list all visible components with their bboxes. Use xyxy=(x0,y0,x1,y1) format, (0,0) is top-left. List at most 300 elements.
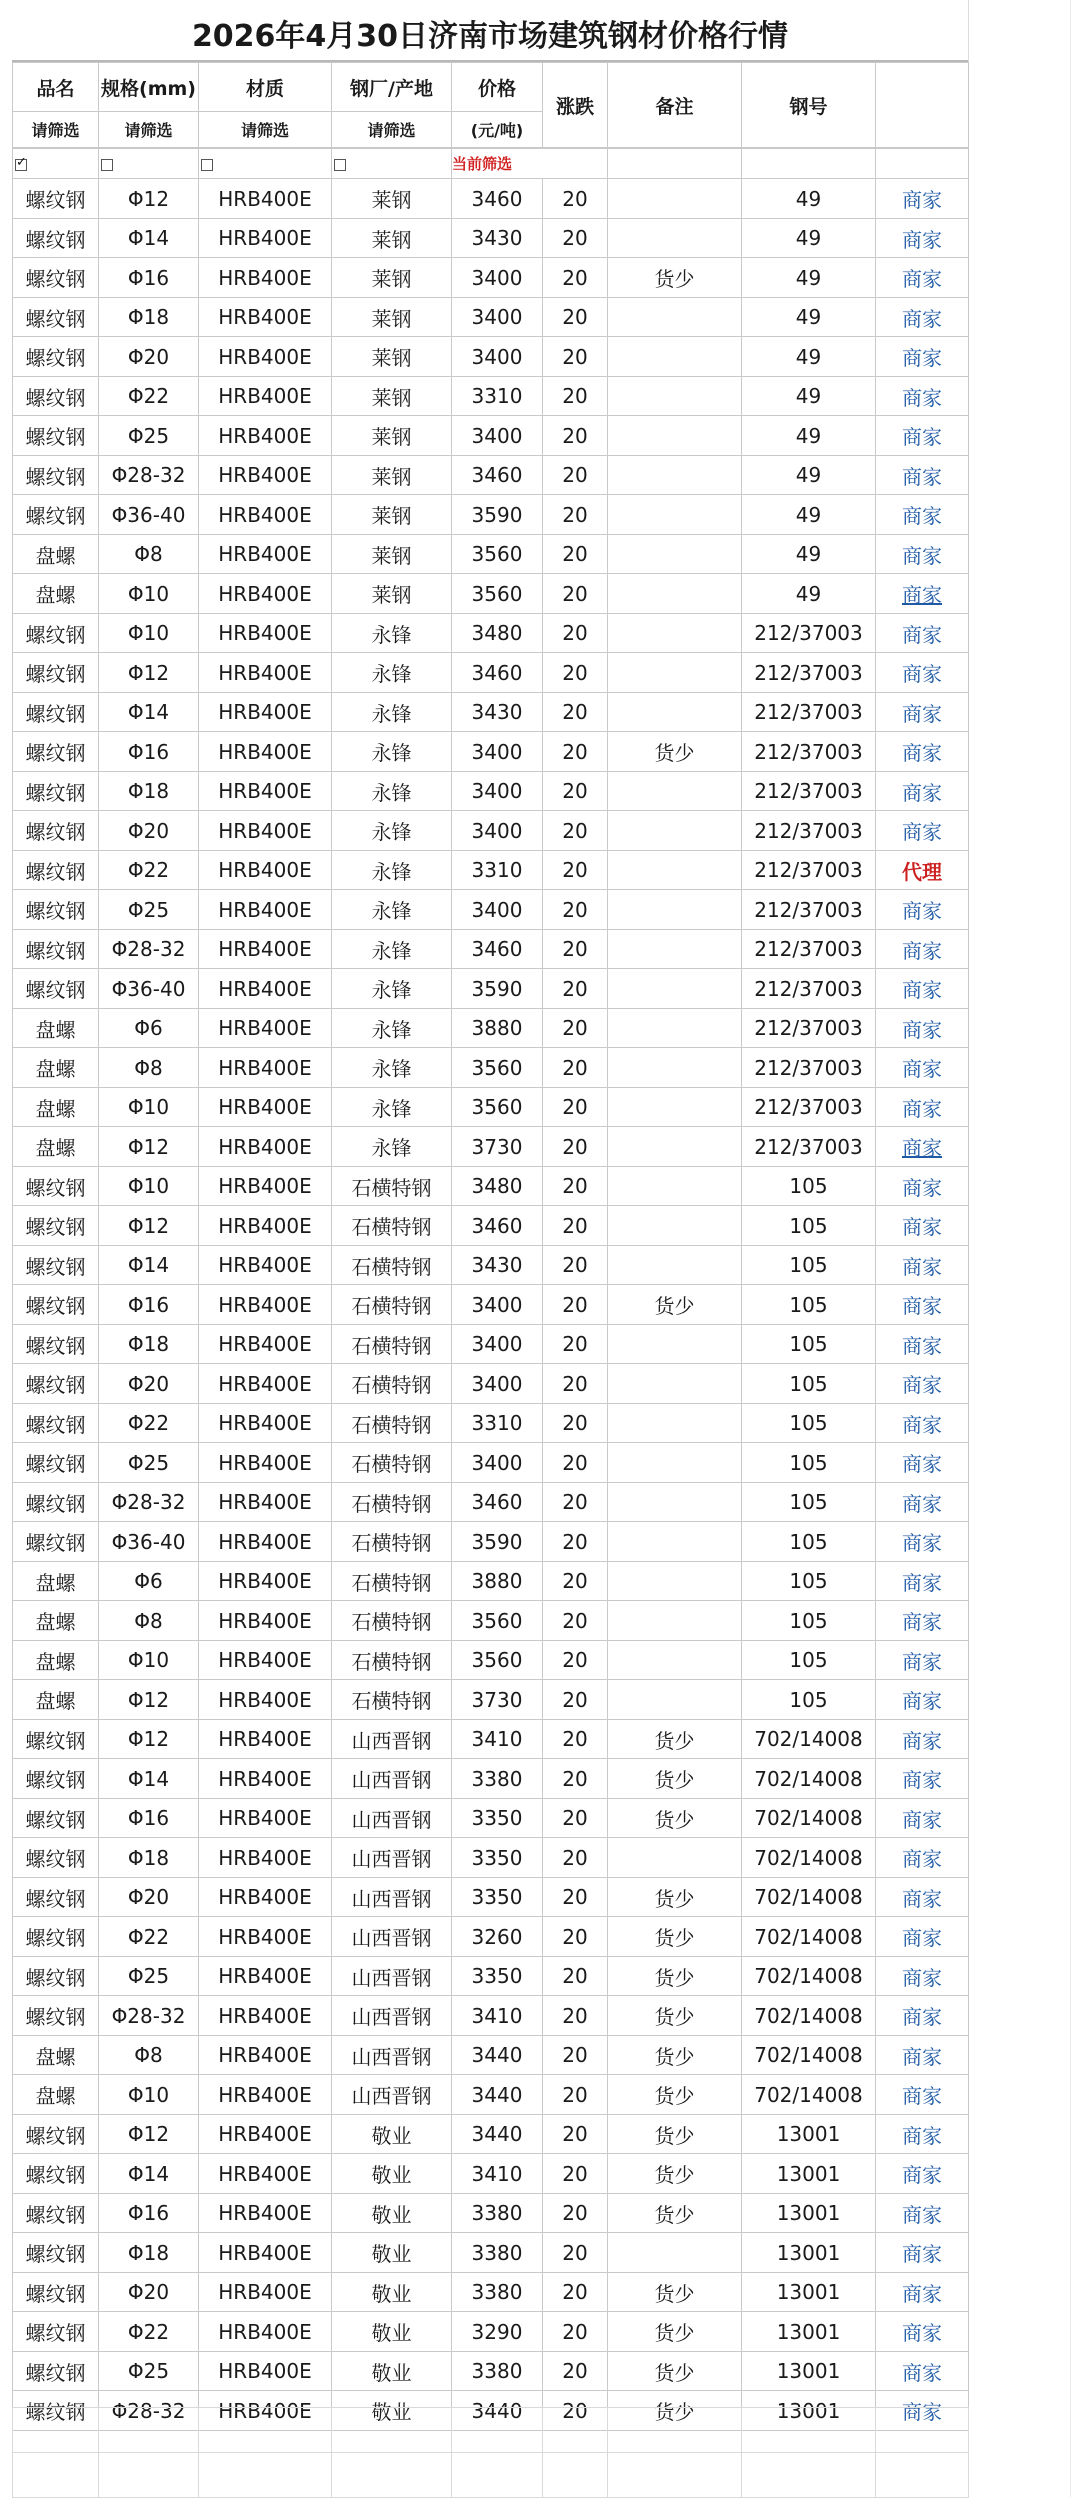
cell-price: 3730 xyxy=(452,1680,543,1720)
cell-code: 212/37003 xyxy=(742,930,876,969)
cell-material: HRB400E xyxy=(199,1759,332,1799)
cell-note: 货少 xyxy=(608,2391,742,2431)
cell-change: 20 xyxy=(543,2154,608,2194)
vendor-link[interactable]: 商家 xyxy=(876,653,969,693)
filter-dropdown-spec[interactable]: 请筛选 xyxy=(99,112,199,148)
vendor-link[interactable]: 商家 xyxy=(876,1246,969,1285)
cell-material: HRB400E xyxy=(199,851,332,890)
table-row xyxy=(13,219,969,258)
cell-note xyxy=(608,772,742,811)
table-row xyxy=(13,772,969,811)
vendor-link[interactable]: 商家 xyxy=(876,1325,969,1364)
vendor-link[interactable]: 商家 xyxy=(876,337,969,377)
header-price[interactable]: 价格 xyxy=(452,63,543,112)
cell-change: 20 xyxy=(543,2036,608,2075)
vendor-link[interactable]: 商家 xyxy=(876,1167,969,1206)
cell-name: 螺纹钢 xyxy=(13,495,99,535)
cell-note xyxy=(608,298,742,337)
cell-code: 702/14008 xyxy=(742,1917,876,1957)
vendor-link[interactable]: 商家 xyxy=(876,574,969,614)
cell-change: 20 xyxy=(543,1285,608,1325)
cell-mill: 敬业 xyxy=(332,2233,452,2273)
cell-code: 702/14008 xyxy=(742,1878,876,1917)
cell-material: HRB400E xyxy=(199,179,332,219)
vendor-link[interactable]: 商家 xyxy=(876,1364,969,1404)
cell-spec: Φ6 xyxy=(99,1009,199,1048)
empty-cell xyxy=(332,2453,452,2498)
cell-price: 3480 xyxy=(452,1167,543,1206)
vendor-link[interactable]: 商家 xyxy=(876,1127,969,1167)
cell-name: 螺纹钢 xyxy=(13,930,99,969)
cell-mill: 永锋 xyxy=(332,851,452,890)
header-mill[interactable]: 钢厂/产地 xyxy=(332,63,452,112)
cell-price: 3400 xyxy=(452,416,543,456)
vendor-link[interactable]: 商家 xyxy=(876,732,969,772)
cell-price: 3400 xyxy=(452,811,543,851)
header-spec[interactable]: 规格(mm) xyxy=(99,63,199,112)
vendor-link[interactable]: 商家 xyxy=(876,1285,969,1325)
cell-note xyxy=(608,1838,742,1878)
cell-change: 20 xyxy=(543,2075,608,2115)
cell-mill: 莱钢 xyxy=(332,535,452,574)
vendor-link[interactable]: 商家 xyxy=(876,693,969,732)
cell-price: 3400 xyxy=(452,1285,543,1325)
cell-mill: 石横特钢 xyxy=(332,1522,452,1562)
table-row xyxy=(13,1996,969,2036)
vendor-link[interactable]: 商家 xyxy=(876,535,969,574)
filter-dropdown-mill[interactable]: 请筛选 xyxy=(332,112,452,148)
cell-price: 3410 xyxy=(452,1996,543,2036)
cell-note xyxy=(608,653,742,693)
empty-cell xyxy=(452,2453,543,2498)
cell-code: 105 xyxy=(742,1522,876,1562)
cell-note: 货少 xyxy=(608,2273,742,2312)
vendor-link[interactable]: 商家 xyxy=(876,2352,969,2391)
cell-name: 盘螺 xyxy=(13,1048,99,1088)
table-row xyxy=(13,1483,969,1522)
cell-code: 105 xyxy=(742,1364,876,1404)
cell-code: 105 xyxy=(742,1325,876,1364)
empty-cell xyxy=(742,2408,876,2453)
cell-name: 螺纹钢 xyxy=(13,2273,99,2312)
vendor-link[interactable]: 商家 xyxy=(876,2115,969,2154)
cell-material: HRB400E xyxy=(199,693,332,732)
cell-name: 螺纹钢 xyxy=(13,1759,99,1799)
cell-material: HRB400E xyxy=(199,1167,332,1206)
cell-name: 螺纹钢 xyxy=(13,1325,99,1364)
cell-price: 3440 xyxy=(452,2075,543,2115)
cell-spec: Φ20 xyxy=(99,1878,199,1917)
cell-material: HRB400E xyxy=(199,258,332,298)
cell-material: HRB400E xyxy=(199,1246,332,1285)
cell-spec: Φ16 xyxy=(99,732,199,772)
vendor-link[interactable]: 商家 xyxy=(876,930,969,969)
cell-mill: 石横特钢 xyxy=(332,1206,452,1246)
table-row xyxy=(13,2036,969,2075)
filter-cell-material xyxy=(199,149,332,179)
cell-spec: Φ36-40 xyxy=(99,969,199,1009)
filter-checkbox-mill[interactable] xyxy=(334,159,346,171)
cell-code: 105 xyxy=(742,1483,876,1522)
cell-name: 螺纹钢 xyxy=(13,2194,99,2233)
cell-note xyxy=(608,1601,742,1641)
cell-code: 105 xyxy=(742,1167,876,1206)
filter-checkbox-material[interactable] xyxy=(201,159,213,171)
cell-price: 3460 xyxy=(452,456,543,495)
cell-code: 212/37003 xyxy=(742,890,876,930)
cell-note: 货少 xyxy=(608,732,742,772)
cell-spec: Φ18 xyxy=(99,298,199,337)
table-row xyxy=(13,693,969,732)
cell-price: 3560 xyxy=(452,574,543,614)
cell-name: 螺纹钢 xyxy=(13,337,99,377)
cell-spec: Φ25 xyxy=(99,1443,199,1483)
vendor-link[interactable]: 商家 xyxy=(876,2154,969,2194)
cell-mill: 石横特钢 xyxy=(332,1325,452,1364)
cell-material: HRB400E xyxy=(199,1878,332,1917)
cell-note xyxy=(608,614,742,653)
cell-code: 49 xyxy=(742,179,876,219)
cell-spec: Φ28-32 xyxy=(99,456,199,495)
cell-note xyxy=(608,377,742,416)
table-row xyxy=(13,2312,969,2352)
cell-code: 49 xyxy=(742,377,876,416)
table-row xyxy=(13,1878,969,1917)
vendor-link[interactable]: 商家 xyxy=(876,2194,969,2233)
vendor-link[interactable]: 商家 xyxy=(876,1443,969,1483)
vendor-link[interactable]: 商家 xyxy=(876,1759,969,1799)
cell-code: 49 xyxy=(742,258,876,298)
table-row xyxy=(13,1246,969,1285)
vendor-link[interactable]: 商家 xyxy=(876,495,969,535)
cell-change: 20 xyxy=(543,1641,608,1680)
header-material[interactable]: 材质 xyxy=(199,63,332,112)
table-row xyxy=(13,653,969,693)
table-row xyxy=(13,2154,969,2194)
vendor-link[interactable]: 商家 xyxy=(876,2036,969,2075)
vendor-link[interactable]: 商家 xyxy=(876,1009,969,1048)
vendor-link[interactable]: 商家 xyxy=(876,969,969,1009)
cell-mill: 莱钢 xyxy=(332,219,452,258)
cell-material: HRB400E xyxy=(199,219,332,258)
cell-mill: 永锋 xyxy=(332,969,452,1009)
cell-note xyxy=(608,1088,742,1127)
cell-change: 20 xyxy=(543,456,608,495)
cell-price: 3400 xyxy=(452,772,543,811)
cell-code: 105 xyxy=(742,1206,876,1246)
cell-name: 螺纹钢 xyxy=(13,1364,99,1404)
vendor-link[interactable]: 商家 xyxy=(876,1483,969,1522)
vendor-link[interactable]: 商家 xyxy=(876,1601,969,1641)
cell-material: HRB400E xyxy=(199,1206,332,1246)
vendor-link[interactable]: 商家 xyxy=(876,377,969,416)
cell-name: 螺纹钢 xyxy=(13,1285,99,1325)
filter-row xyxy=(12,148,969,179)
cell-material: HRB400E xyxy=(199,1009,332,1048)
header-note[interactable]: 备注 xyxy=(608,63,742,148)
cell-code: 13001 xyxy=(742,2273,876,2312)
vendor-link[interactable]: 商家 xyxy=(876,890,969,930)
cell-code: 212/37003 xyxy=(742,1127,876,1167)
cell-price: 3400 xyxy=(452,732,543,772)
cell-name: 盘螺 xyxy=(13,1562,99,1601)
cell-change: 20 xyxy=(543,2115,608,2154)
cell-name: 螺纹钢 xyxy=(13,377,99,416)
table-row xyxy=(13,1562,969,1601)
table-row xyxy=(13,1917,969,1957)
cell-material: HRB400E xyxy=(199,732,332,772)
vendor-link[interactable]: 商家 xyxy=(876,1088,969,1127)
cell-name: 盘螺 xyxy=(13,1680,99,1720)
cell-price: 3400 xyxy=(452,298,543,337)
cell-note: 货少 xyxy=(608,2154,742,2194)
cell-name: 螺纹钢 xyxy=(13,1404,99,1443)
cell-code: 702/14008 xyxy=(742,2036,876,2075)
table-row xyxy=(13,1443,969,1483)
vendor-link[interactable]: 商家 xyxy=(876,1720,969,1759)
vendor-link[interactable]: 商家 xyxy=(876,2312,969,2352)
vendor-link[interactable]: 商家 xyxy=(876,772,969,811)
table-row xyxy=(13,1957,969,1996)
cell-note xyxy=(608,2233,742,2273)
vendor-link[interactable]: 商家 xyxy=(876,2391,969,2431)
table-row xyxy=(13,1522,969,1562)
cell-note: 货少 xyxy=(608,1957,742,1996)
cell-mill: 石横特钢 xyxy=(332,1285,452,1325)
header-code[interactable]: 钢号 xyxy=(742,63,876,148)
vendor-link[interactable]: 商家 xyxy=(876,811,969,851)
header-change[interactable]: 涨跌 xyxy=(543,63,608,148)
vendor-link[interactable]: 商家 xyxy=(876,1641,969,1680)
cell-change: 20 xyxy=(543,1759,608,1799)
vendor-link[interactable]: 商家 xyxy=(876,1838,969,1878)
cell-price: 3310 xyxy=(452,851,543,890)
table-row xyxy=(13,1680,969,1720)
cell-spec: Φ8 xyxy=(99,1601,199,1641)
table-row xyxy=(13,1009,969,1048)
empty-cell xyxy=(742,2453,876,2498)
cell-change: 20 xyxy=(543,1167,608,1206)
cell-name: 盘螺 xyxy=(13,1088,99,1127)
vendor-link[interactable]: 商家 xyxy=(876,456,969,495)
cell-code: 49 xyxy=(742,495,876,535)
vendor-link[interactable]: 商家 xyxy=(876,1957,969,1996)
cell-price: 3380 xyxy=(452,1759,543,1799)
cell-note xyxy=(608,495,742,535)
vendor-link[interactable]: 商家 xyxy=(876,2273,969,2312)
cell-name: 螺纹钢 xyxy=(13,2391,99,2431)
cell-name: 螺纹钢 xyxy=(13,1246,99,1285)
cell-spec: Φ28-32 xyxy=(99,2391,199,2431)
cell-mill: 永锋 xyxy=(332,930,452,969)
cell-mill: 石横特钢 xyxy=(332,1562,452,1601)
cell-material: HRB400E xyxy=(199,1483,332,1522)
vendor-link[interactable]: 商家 xyxy=(876,179,969,219)
cell-mill: 莱钢 xyxy=(332,258,452,298)
cell-price: 3310 xyxy=(452,1404,543,1443)
cell-note xyxy=(608,1641,742,1680)
cell-name: 螺纹钢 xyxy=(13,2115,99,2154)
cell-change: 20 xyxy=(543,574,608,614)
cell-note xyxy=(608,535,742,574)
cell-spec: Φ20 xyxy=(99,1364,199,1404)
cell-mill: 敬业 xyxy=(332,2194,452,2233)
cell-code: 105 xyxy=(742,1601,876,1641)
cell-spec: Φ28-32 xyxy=(99,1483,199,1522)
table-row xyxy=(13,1364,969,1404)
cell-note: 货少 xyxy=(608,258,742,298)
table-row xyxy=(13,1838,969,1878)
cell-price: 3400 xyxy=(452,337,543,377)
vendor-link[interactable]: 商家 xyxy=(876,1048,969,1088)
vendor-link[interactable]: 商家 xyxy=(876,1917,969,1957)
table-row xyxy=(13,2233,969,2273)
cell-name: 螺纹钢 xyxy=(13,1720,99,1759)
vendor-link[interactable]: 商家 xyxy=(876,258,969,298)
cell-material: HRB400E xyxy=(199,1601,332,1641)
cell-price: 3880 xyxy=(452,1562,543,1601)
cell-code: 702/14008 xyxy=(742,2075,876,2115)
cell-material: HRB400E xyxy=(199,1562,332,1601)
cell-name: 螺纹钢 xyxy=(13,1878,99,1917)
cell-mill: 石横特钢 xyxy=(332,1364,452,1404)
header-name[interactable]: 品名 xyxy=(13,63,99,112)
cell-spec: Φ12 xyxy=(99,1720,199,1759)
cell-material: HRB400E xyxy=(199,1522,332,1562)
cell-mill: 石横特钢 xyxy=(332,1404,452,1443)
filter-dropdown-material[interactable]: 请筛选 xyxy=(199,112,332,148)
cell-change: 20 xyxy=(543,1601,608,1641)
filter-checkbox-name[interactable] xyxy=(15,159,27,171)
cell-material: HRB400E xyxy=(199,1957,332,1996)
cell-price: 3560 xyxy=(452,1641,543,1680)
vendor-link[interactable]: 商家 xyxy=(876,614,969,653)
table-row xyxy=(13,337,969,377)
empty-cell xyxy=(543,2453,608,2498)
table-row xyxy=(13,2075,969,2115)
vendor-link[interactable]: 商家 xyxy=(876,1206,969,1246)
cell-spec: Φ10 xyxy=(99,1167,199,1206)
filter-dropdown-name[interactable]: 请筛选 xyxy=(13,112,99,148)
cell-price: 3380 xyxy=(452,2273,543,2312)
cell-mill: 山西晋钢 xyxy=(332,1957,452,1996)
vendor-link[interactable]: 商家 xyxy=(876,2075,969,2115)
cell-code: 212/37003 xyxy=(742,693,876,732)
table-row xyxy=(13,1285,969,1325)
cell-change: 20 xyxy=(543,969,608,1009)
vendor-link[interactable]: 代理 xyxy=(876,851,969,890)
table-row xyxy=(13,1048,969,1088)
cell-price: 3590 xyxy=(452,969,543,1009)
cell-spec: Φ12 xyxy=(99,179,199,219)
cell-code: 212/37003 xyxy=(742,851,876,890)
cell-price: 3430 xyxy=(452,693,543,732)
vendor-link[interactable]: 商家 xyxy=(876,1562,969,1601)
cell-mill: 永锋 xyxy=(332,811,452,851)
cell-material: HRB400E xyxy=(199,535,332,574)
cell-note xyxy=(608,1680,742,1720)
cell-change: 20 xyxy=(543,1364,608,1404)
vendor-link[interactable]: 商家 xyxy=(876,1878,969,1917)
table-row xyxy=(13,890,969,930)
cell-name: 螺纹钢 xyxy=(13,1838,99,1878)
cell-spec: Φ22 xyxy=(99,377,199,416)
cell-code: 212/37003 xyxy=(742,732,876,772)
filter-checkbox-spec[interactable] xyxy=(101,159,113,171)
empty-cell xyxy=(199,2408,332,2453)
cell-change: 20 xyxy=(543,1996,608,2036)
cell-mill: 莱钢 xyxy=(332,495,452,535)
cell-name: 螺纹钢 xyxy=(13,2154,99,2194)
cell-price: 3460 xyxy=(452,930,543,969)
cell-mill: 山西晋钢 xyxy=(332,1838,452,1878)
cell-spec: Φ22 xyxy=(99,851,199,890)
table-row xyxy=(13,2115,969,2154)
cell-spec: Φ14 xyxy=(99,219,199,258)
cell-change: 20 xyxy=(543,2194,608,2233)
price-table xyxy=(12,178,969,2431)
cell-price: 3590 xyxy=(452,1522,543,1562)
cell-code: 13001 xyxy=(742,2115,876,2154)
cell-note: 货少 xyxy=(608,1799,742,1838)
vendor-link[interactable]: 商家 xyxy=(876,2233,969,2273)
cell-note xyxy=(608,1167,742,1206)
cell-code: 49 xyxy=(742,298,876,337)
vendor-link[interactable]: 商家 xyxy=(876,1404,969,1443)
cell-note: 货少 xyxy=(608,1996,742,2036)
cell-code: 105 xyxy=(742,1443,876,1483)
cell-code: 212/37003 xyxy=(742,1009,876,1048)
cell-price: 3590 xyxy=(452,495,543,535)
cell-change: 20 xyxy=(543,1246,608,1285)
vendor-link[interactable]: 商家 xyxy=(876,1680,969,1720)
empty-cell xyxy=(543,2408,608,2453)
cell-price: 3480 xyxy=(452,614,543,653)
cell-mill: 永锋 xyxy=(332,614,452,653)
cell-note xyxy=(608,1009,742,1048)
cell-note xyxy=(608,337,742,377)
cell-material: HRB400E xyxy=(199,1641,332,1680)
vendor-link[interactable]: 商家 xyxy=(876,298,969,337)
cell-material: HRB400E xyxy=(199,930,332,969)
cell-spec: Φ36-40 xyxy=(99,495,199,535)
vendor-link[interactable]: 商家 xyxy=(876,416,969,456)
cell-code: 49 xyxy=(742,535,876,574)
vendor-link[interactable]: 商家 xyxy=(876,1996,969,2036)
cell-price: 3400 xyxy=(452,1364,543,1404)
cell-mill: 莱钢 xyxy=(332,456,452,495)
cell-code: 13001 xyxy=(742,2352,876,2391)
vendor-link[interactable]: 商家 xyxy=(876,1799,969,1838)
cell-price: 3440 xyxy=(452,2115,543,2154)
vendor-link[interactable]: 商家 xyxy=(876,1522,969,1562)
empty-cell xyxy=(332,2408,452,2453)
cell-name: 螺纹钢 xyxy=(13,614,99,653)
cell-code: 13001 xyxy=(742,2312,876,2352)
cell-change: 20 xyxy=(543,890,608,930)
vendor-link[interactable]: 商家 xyxy=(876,219,969,258)
cell-name: 螺纹钢 xyxy=(13,2312,99,2352)
cell-name: 螺纹钢 xyxy=(13,1443,99,1483)
cell-price: 3400 xyxy=(452,258,543,298)
cell-note xyxy=(608,693,742,732)
cell-change: 20 xyxy=(543,2233,608,2273)
cell-mill: 山西晋钢 xyxy=(332,1917,452,1957)
cell-material: HRB400E xyxy=(199,574,332,614)
cell-name: 螺纹钢 xyxy=(13,1957,99,1996)
table-row xyxy=(13,851,969,890)
cell-mill: 永锋 xyxy=(332,732,452,772)
